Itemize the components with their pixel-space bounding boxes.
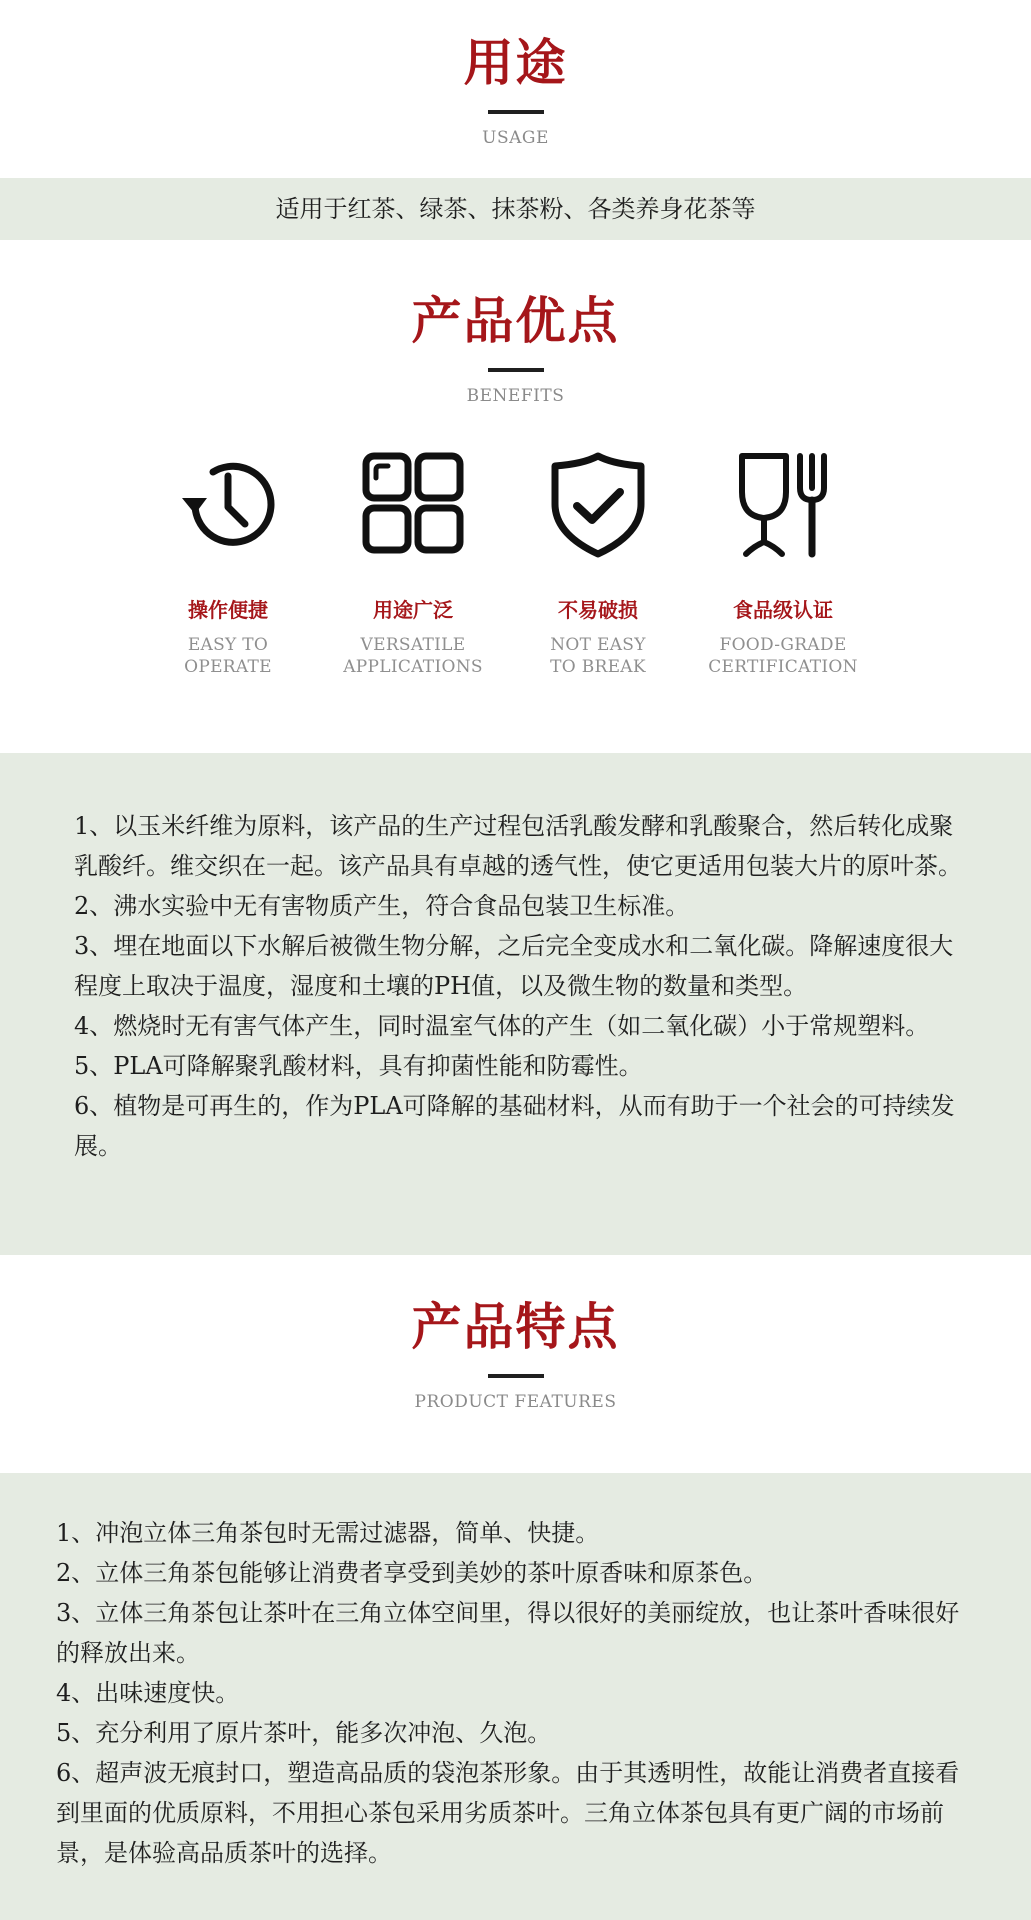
benefit-label-en-line1: EASY TO [187,635,269,655]
benefits-subtitle: BENEFITS [466,386,565,406]
benefit-paragraph: 3、埋在地面以下水解后被微生物分解，之后完全变成水和二氧化碳。降解速度很大程度上取决于温度，湿度和土壤的PH值，以及微生物的数量和类型。 [74,932,954,1000]
features-heading [0,1297,1031,1412]
benefit-label-en-line1: VERSATILE [360,635,466,655]
benefit-label-en-line2: CERTIFICATION [708,657,858,677]
benefit-paragraph: 6、植物是可再生的，作为PLA可降解的基础材料，从而有助于一个社会的可持续发展。 [74,1092,955,1160]
clock-arrow-icon [173,450,283,560]
feature-paragraph: 3、立体三角茶包让茶叶在三角立体空间里，得以很好的美丽绽放，也让茶叶香味很好的释放出来。 [56,1599,960,1667]
benefit-paragraph: 5、PLA可降解聚乳酸材料，具有抑菌性能和防霉性。 [74,1052,643,1080]
benefit-label-en [693,634,873,678]
benefits-heading [0,291,1031,406]
features-divider [488,1374,544,1378]
shield-check-icon [543,450,653,560]
benefit-label-en [138,634,318,678]
benefits-details [74,806,964,1166]
feature-paragraph: 6、超声波无痕封口，塑造高品质的袋泡茶形象。由于其透明性，故能让消费者直接看到里面的优质原料，不用担心茶包采用劣质茶叶。三角立体茶包具有更广阔的市场前景，是体验高品质茶叶的选择。 [56,1759,960,1867]
benefit-label-en [323,634,503,678]
features-details [56,1513,981,1873]
usage-title: 用途 [463,33,568,92]
benefit-label-cn: 用途广泛 [373,598,453,622]
glass-fork-icon [728,450,838,560]
usage-subtitle: USAGE [482,128,549,148]
benefit-paragraph: 1、以玉米纤维为原料，该产品的生产过程包活乳酸发酵和乳酸聚合，然后转化成聚乳酸纤。维交织在一起。该产品具有卓越的透气性，使它更适用包装大片的原叶茶。 [74,812,962,880]
feature-paragraph: 1、冲泡立体三角茶包时无需过滤器，简单、快捷。 [56,1519,600,1547]
usage-text: 适用于红茶、绿茶、抹茶粉、各类养身花茶等 [275,195,756,223]
usage-divider [488,110,544,114]
benefit-versatile [323,450,503,678]
usage-heading [0,33,1031,148]
benefit-label-en-line1: NOT EASY [550,635,646,655]
benefit-label-en-line2: OPERATE [184,657,272,677]
grid-squares-icon [358,450,468,560]
features-subtitle: PRODUCT FEATURES [414,1392,617,1412]
benefit-label-en-line2: APPLICATIONS [343,657,483,677]
benefit-label-en-line1: FOOD-GRADE [719,635,847,655]
benefit-label-cn: 不易破损 [558,598,638,622]
benefits-title: 产品优点 [411,291,620,350]
benefit-label-cn: 食品级认证 [733,598,833,622]
benefit-paragraph: 2、沸水实验中无有害物质产生，符合食品包装卫生标准。 [74,892,690,920]
benefits-icon-row [0,450,1031,690]
benefit-label-en [508,634,688,678]
benefit-paragraph: 4、燃烧时无有害气体产生，同时温室气体的产生（如二氧化碳）小于常规塑料。 [74,1012,930,1040]
benefit-not-easy-to-break [508,450,688,678]
features-title: 产品特点 [411,1297,620,1356]
benefit-label-cn: 操作便捷 [188,598,268,622]
feature-paragraph: 2、立体三角茶包能够让消费者享受到美妙的茶叶原香味和原茶色。 [56,1559,768,1587]
benefit-label-en-line2: TO BREAK [550,657,646,677]
benefit-easy-to-operate [138,450,318,678]
benefits-divider [488,368,544,372]
feature-paragraph: 4、出味速度快。 [56,1679,240,1707]
benefit-food-grade [693,450,873,678]
feature-paragraph: 5、充分利用了原片茶叶，能多次冲泡、久泡。 [56,1719,552,1747]
